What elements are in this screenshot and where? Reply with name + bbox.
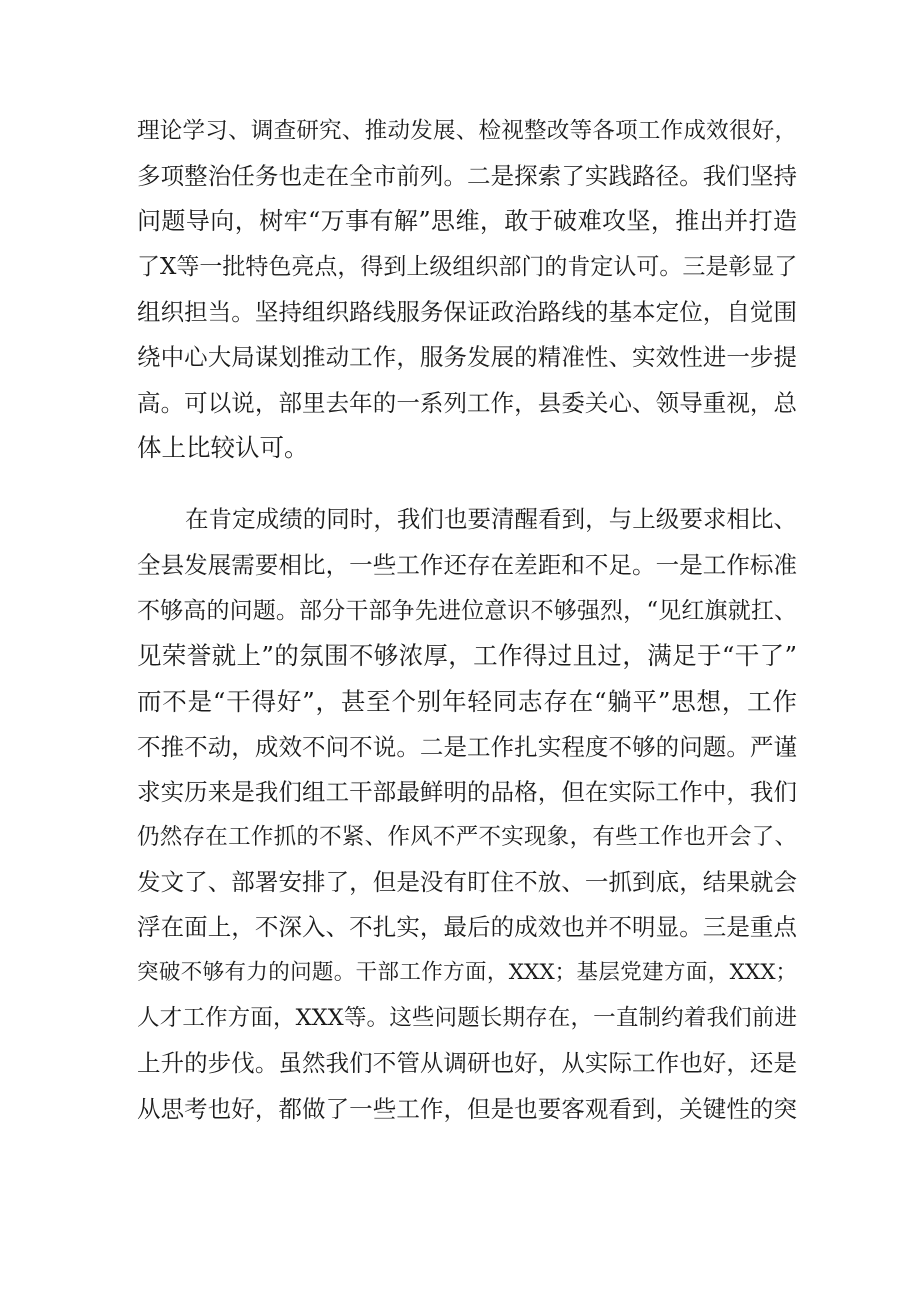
paragraph-2-line-6: 不推不动，成效不问不说。二是工作扎实程度不够的问题。严谨 bbox=[137, 733, 797, 761]
paragraph-1-line-4: 了X等一批特色亮点，得到上级组织部门的肯定认可。三是彰显了 bbox=[137, 254, 798, 280]
paragraph-2-line-8: 仍然存在工作抓的不紧、作风不严不实现象，有些工作也开会了、 bbox=[137, 824, 797, 850]
paragraph-1-line-1: 理论学习、调查研究、推动发展、检视整改等各项工作成效很好， bbox=[137, 118, 797, 144]
paragraph-2-line-7: 求实历来是我们组工干部最鲜明的品格，但在实际工作中，我们 bbox=[137, 778, 797, 806]
paragraph-2-line-10: 浮在面上，不深入、不扎实，最后的成效也并不明显。三是重点 bbox=[137, 913, 797, 941]
paragraph-1-line-5: 组织担当。坚持组织路线服务保证政治路线的基本定位，自觉围 bbox=[137, 298, 797, 326]
paragraph-2-line-4: 见荣誉就上”的氛围不够浓厚，工作得过且过，满足于“干了” bbox=[137, 641, 797, 670]
paragraph-1-line-2: 多项整治任务也走在全市前列。二是探索了实践路径。我们坚持 bbox=[137, 162, 797, 190]
paragraph-2-line-1: 在肯定成绩的同时，我们也要清醒看到，与上级要求相比、 bbox=[185, 505, 797, 533]
paragraph-2-line-5: 而不是“干得好”，甚至个别年轻同志存在“躺平”思想，工作 bbox=[137, 687, 797, 716]
paragraph-2-line-11: 突破不够有力的问题。干部工作方面，XXX；基层党建方面，XXX； bbox=[137, 960, 797, 985]
paragraph-2-line-9: 发文了、部署安排了，但是没有盯住不放、一抓到底，结果就会 bbox=[137, 868, 797, 896]
paragraph-2-line-2: 全县发展需要相比，一些工作还存在差距和不足。一是工作标准 bbox=[137, 551, 797, 579]
paragraph-2-line-12: 人才工作方面，XXX等。这些问题长期存在，一直制约着我们前进 bbox=[137, 1005, 797, 1031]
paragraph-2-line-14: 从思考也好，都做了一些工作，但是也要客观看到，关键性的突 bbox=[137, 1095, 797, 1123]
paragraph-1-line-7: 高。可以说，部里去年的一系列工作，县委关心、领导重视，总 bbox=[137, 389, 797, 417]
paragraph-2-line-13: 上升的步伐。虽然我们不管从调研也好，从实际工作也好，还是 bbox=[137, 1049, 797, 1077]
paragraph-2-line-3: 不够高的问题。部分干部争先进位意识不够强烈，“见红旗就扛、 bbox=[137, 598, 797, 624]
paragraph-1-line-3: 问题导向，树牢“万事有解”思维，敢于破难攻坚，推出并打造 bbox=[137, 207, 797, 235]
paragraph-1-line-8: 体上比较认可。 bbox=[137, 433, 309, 462]
paragraph-1-line-6: 绕中心大局谋划推动工作，服务发展的精准性、实效性进一步提 bbox=[137, 343, 797, 371]
